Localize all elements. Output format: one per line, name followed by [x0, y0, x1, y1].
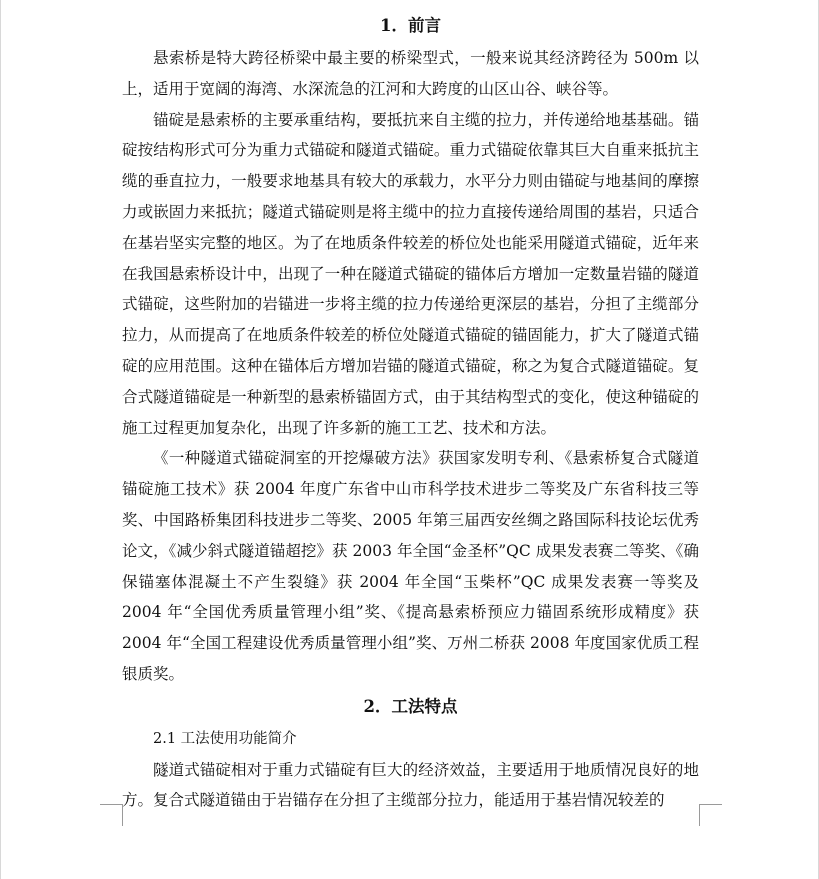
page-content [122, 9, 699, 816]
section-1-heading: 1．前言 [380, 16, 441, 35]
section-1-paragraph-3: 《一种隧道式锚碇洞室的开挖爆破方法》获国家发明专利、《悬索桥复合式隧道锚碇施工技术》获 2004 年度广东省中山市科学技术进步二等奖及广东省科技三等奖、中国路桥集团科技进步二等奖、2005 年第三届西安丝绸之路国际科技论坛优秀论文，《减少斜式隧道锚超挖》获 2003 年全国“金圣杯”QC 成果发表赛二等奖、《确保锚塞体混凝土不产生裂缝》获 2004 年全国“玉柴杯”QC 成果发表赛一等奖及 2004 年“全国优秀质量管理小组”奖、《提高悬索桥预应力锚固系统形成精度》获 2004 年“全国工程建设优秀质量管理小组”奖、万州二桥获 2008 年度国家优质工程银质奖。 [122, 449, 699, 683]
crop-mark-bottom-left [100, 804, 123, 826]
section-2-1-subheading: 2.1 工法使用功能简介 [153, 730, 297, 747]
section-2-heading: 2．工法特点 [363, 696, 458, 716]
crop-mark-bottom-right [699, 804, 722, 826]
section-2-paragraph-1: 隧道式锚碇相对于重力式锚碇有巨大的经济效益，主要适用于地质情况良好的地方。复合式隧道锚由于岩锚存在分担了主缆部分拉力，能适用于基岩情况较差的 [122, 760, 699, 810]
section-1-paragraph-1: 悬索桥是特大跨径桥梁中最主要的桥梁型式，一般来说其经济跨径为 500m 以上，适用于宽阔的海湾、水深流急的江河和大跨度的山区山谷、峡谷等。 [122, 49, 699, 98]
section-1-paragraph-2: 锚碇是悬索桥的主要承重结构，要抵抗来自主缆的拉力，并传递给地基基础。锚碇按结构形式可分为重力式锚碇和隧道式锚碇。重力式锚碇依靠其巨大自重来抵抗主缆的垂直拉力，一般要求地基具有较大的承载力，水平分力则由锚碇与地基间的摩擦力或嵌固力来抵抗；隧道式锚碇则是将主缆中的拉力直接传递给周围的基岩，只适合在基岩坚实完整的地区。为了在地质条件较差的桥位处也能采用隧道式锚碇，近年来在我国悬索桥设计中，出现了一种在隧道式锚碇的锚体后方增加一定数量岩锚的隧道式锚碇，这些附加的岩锚进一步将主缆的拉力传递给更深层的基岩，分担了主缆部分拉力，从而提高了在地质条件较差的桥位处隧道式锚碇的锚固能力，扩大了隧道式锚碇的应用范围。这种在锚体后方增加岩锚的隧道式锚碇，称之为复合式隧道锚碇。复合式隧道锚碇是一种新型的悬索桥锚固方式，由于其结构型式的变化，使这种锚碇的施工过程更加复杂化，出现了许多新的施工工艺、技术和方法。 [122, 110, 699, 437]
